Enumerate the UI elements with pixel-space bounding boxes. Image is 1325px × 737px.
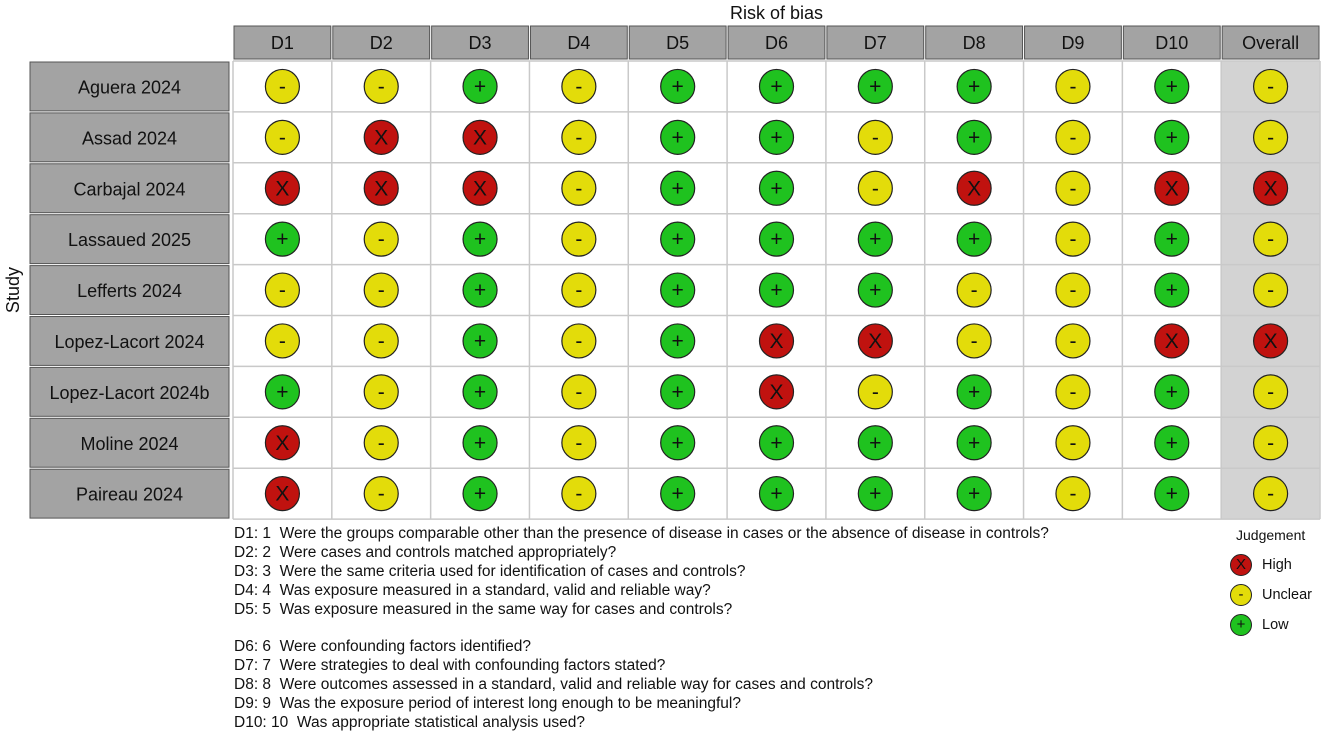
judgement-symbol: + <box>968 380 981 404</box>
judgement-symbol: + <box>869 279 882 303</box>
judgement-symbol: X <box>1164 329 1179 353</box>
judgement-symbol: + <box>671 279 684 303</box>
judgement-symbol: + <box>770 126 783 150</box>
caption-d7: D7: 7 Were strategies to deal with confounding factors stated? <box>234 657 666 674</box>
legend-item-high <box>1230 554 1325 578</box>
domain-captions-group-2 <box>234 637 873 732</box>
judgement-symbol: X <box>769 380 784 404</box>
judgement-symbol: + <box>968 482 981 506</box>
judgement-symbol: X <box>275 431 290 455</box>
judgement-symbol: - <box>575 279 583 303</box>
judgement-symbol: + <box>671 228 684 252</box>
judgement-symbol: X <box>1263 177 1278 201</box>
judgement-symbol: - <box>575 380 583 404</box>
judgement-symbol: + <box>671 126 684 150</box>
judgement-symbol: - <box>871 126 879 150</box>
judgement-symbol: - <box>970 329 978 353</box>
legend-item-low <box>1230 614 1325 638</box>
caption-d3: D3: 3 Were the same criteria used for identification of cases and controls? <box>234 563 746 580</box>
caption-d9: D9: 9 Was the exposure period of interest long enough to be meaningful? <box>234 695 741 712</box>
study-label: Aguera 2024 <box>77 77 182 98</box>
judgement-symbol: + <box>1165 228 1178 252</box>
judgement-symbol: + <box>671 380 684 404</box>
judgement-symbol: - <box>871 380 879 404</box>
judgement-symbol: - <box>1069 177 1077 201</box>
judgement-symbol: + <box>968 75 981 99</box>
judgement-symbol: + <box>869 75 882 99</box>
judgement-symbol: X <box>275 177 290 201</box>
study-label: Lefferts 2024 <box>77 281 182 302</box>
column-header-label: D6 <box>764 33 789 53</box>
judgement-symbol: - <box>1069 126 1077 150</box>
legend-label-unclear: Unclear <box>1262 587 1312 603</box>
judgement-symbol: - <box>575 228 583 252</box>
judgement-symbol: - <box>1267 380 1275 404</box>
judgement-symbol: X <box>769 329 784 353</box>
judgement-symbol: X <box>473 177 488 201</box>
column-header-label: D10 <box>1155 33 1189 53</box>
judgement-symbol: + <box>276 228 289 252</box>
judgement-symbol: + <box>770 177 783 201</box>
judgement-symbol: - <box>278 279 286 303</box>
judgement-symbol: - <box>575 177 583 201</box>
judgement-symbol: + <box>1165 126 1178 150</box>
high-x-icon: X <box>1230 554 1252 576</box>
study-label: Lassaued 2025 <box>67 230 192 251</box>
study-label: Paireau 2024 <box>75 484 184 505</box>
y-axis-label: Study <box>3 267 23 314</box>
judgement-symbol: - <box>1267 279 1275 303</box>
study-label: Lopez-Lacort 2024 <box>54 331 205 352</box>
caption-d1: D1: 1 Were the groups comparable other than the presence of disease in cases or the absence of disease in controls? <box>234 525 1049 542</box>
judgement-symbol: + <box>869 482 882 506</box>
caption-d5: D5: 5 Was exposure measured in the same way for cases and controls? <box>234 601 733 618</box>
judgement-symbol: + <box>1165 380 1178 404</box>
judgement-symbol: - <box>1267 431 1275 455</box>
judgement-symbol: - <box>1267 482 1275 506</box>
judgement-symbol: + <box>1165 75 1178 99</box>
column-header-label: D8 <box>962 33 986 53</box>
judgement-symbol: + <box>671 431 684 455</box>
judgement-symbol: - <box>377 228 385 252</box>
judgement-symbol: - <box>575 126 583 150</box>
caption-d2: D2: 2 Were cases and controls matched appropriately? <box>234 544 617 561</box>
judgement-symbol: - <box>1267 126 1275 150</box>
study-label: Moline 2024 <box>80 433 179 454</box>
caption-d8: D8: 8 Were outcomes assessed in a standard, valid and reliable way for cases and controls? <box>234 676 873 693</box>
study-label: Lopez-Lacort 2024b <box>49 382 210 403</box>
judgement-symbol: + <box>968 126 981 150</box>
judgement-symbol: - <box>377 279 385 303</box>
judgement-symbol: - <box>1069 75 1077 99</box>
chart-title: Risk of bias <box>729 3 824 23</box>
judgement-symbol: + <box>671 177 684 201</box>
judgement-symbol: + <box>671 482 684 506</box>
judgement-symbol: - <box>575 482 583 506</box>
judgement-symbol: + <box>671 329 684 353</box>
column-header-label: D3 <box>468 33 492 53</box>
judgement-symbol: + <box>869 431 882 455</box>
judgement-symbol: + <box>1165 482 1178 506</box>
judgement-symbol: - <box>1069 279 1077 303</box>
column-header-label: D4 <box>567 33 591 53</box>
legend-item-unclear <box>1230 584 1325 608</box>
study-label: Carbajal 2024 <box>73 179 186 200</box>
judgement-symbol: - <box>377 380 385 404</box>
judgement-symbol: + <box>968 228 981 252</box>
caption-d4: D4: 4 Was exposure measured in a standard, valid and reliable way? <box>234 582 711 599</box>
column-header-label: D1 <box>270 33 294 53</box>
judgement-symbol: X <box>868 329 883 353</box>
judgement-symbol: - <box>278 329 286 353</box>
judgement-symbol: + <box>869 228 882 252</box>
judgement-symbol: + <box>473 228 487 252</box>
judgement-symbol: - <box>377 431 385 455</box>
legend-label-low: Low <box>1262 617 1289 633</box>
judgement-symbol: - <box>575 75 583 99</box>
judgement-symbol: + <box>276 380 289 404</box>
judgement-symbol: + <box>473 431 487 455</box>
judgement-symbol: - <box>871 177 879 201</box>
judgement-symbol: X <box>275 482 290 506</box>
caption-d6: D6: 6 Were confounding factors identified? <box>234 638 531 655</box>
judgement-symbol: - <box>377 329 385 353</box>
column-header-label: D7 <box>863 33 887 53</box>
judgement-symbol: + <box>473 279 487 303</box>
judgement-symbol: X <box>374 177 389 201</box>
judgement-symbol: - <box>377 482 385 506</box>
judgement-symbol: - <box>575 431 583 455</box>
judgement-symbol: - <box>377 75 385 99</box>
judgement-symbol: - <box>1267 228 1275 252</box>
judgement-symbol: X <box>1164 177 1179 201</box>
judgement-symbol: - <box>1069 228 1077 252</box>
legend-title: Judgement <box>1236 527 1306 543</box>
legend-label-high: High <box>1262 557 1292 573</box>
judgement-symbol: + <box>1165 279 1178 303</box>
column-header-label: D9 <box>1061 33 1085 53</box>
judgement-symbol: + <box>473 329 487 353</box>
judgement-symbol: + <box>770 431 783 455</box>
column-header-label: Overall <box>1242 33 1300 53</box>
judgement-symbol: X <box>374 126 389 150</box>
judgement-symbol: + <box>770 75 783 99</box>
judgement-symbol: - <box>1267 75 1275 99</box>
judgement-symbol: + <box>770 279 783 303</box>
low-plus-icon: + <box>1230 614 1252 636</box>
unclear-dash-icon: - <box>1230 584 1252 606</box>
judgement-symbol: X <box>967 177 982 201</box>
judgement-symbol: - <box>278 75 286 99</box>
judgement-symbol: - <box>1069 482 1077 506</box>
judgement-symbol: - <box>1069 431 1077 455</box>
judgement-symbol: - <box>575 329 583 353</box>
judgement-symbol: + <box>473 75 487 99</box>
judgement-symbol: - <box>1069 329 1077 353</box>
judgement-symbol: - <box>278 126 286 150</box>
judgement-symbol: X <box>1263 329 1278 353</box>
judgement-symbol: + <box>770 228 783 252</box>
column-header-label: D5 <box>666 33 690 53</box>
caption-d10: D10: 10 Was appropriate statistical analysis used? <box>234 714 585 731</box>
judgement-symbol: + <box>770 482 783 506</box>
study-label: Assad 2024 <box>81 128 178 149</box>
judgement-symbol: - <box>1069 380 1077 404</box>
column-header-label: D2 <box>369 33 393 53</box>
judgement-symbol: - <box>970 279 978 303</box>
domain-captions-group-1 <box>234 524 1049 619</box>
judgement-symbol: + <box>473 380 487 404</box>
judgement-symbol: + <box>671 75 684 99</box>
judgement-symbol: + <box>968 431 981 455</box>
judgement-symbol: + <box>1165 431 1178 455</box>
judgement-symbol: X <box>473 126 488 150</box>
judgement-symbol: + <box>473 482 487 506</box>
